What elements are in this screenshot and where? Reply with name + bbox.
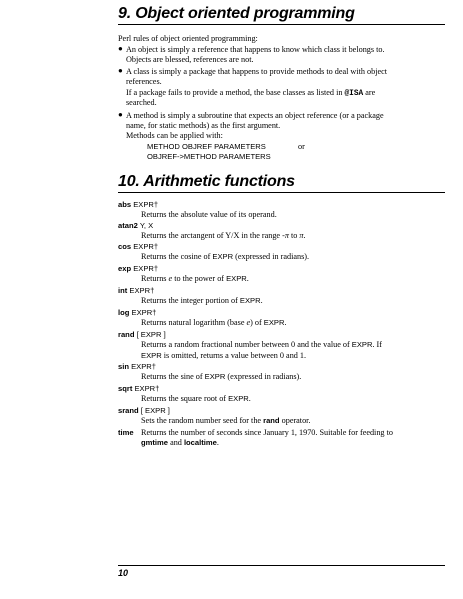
atan2-signature: atan2 Y, X [118,221,154,230]
rule-2-line-2: references. [126,77,162,86]
atan2-description: Returns the arctangent of Y/X in the range -π to π. [141,231,306,240]
srand-description: Sets the random number seed for the rand operator. [141,416,311,425]
section-10-rule [118,192,445,193]
cos-signature: cos EXPR† [118,242,159,251]
bullet-icon: ● [118,44,123,53]
rand-description-line-1: Returns a random fractional number between 0 and the value of EXPR. If [141,340,382,349]
abs-description: Returns the absolute value of its operand. [141,210,277,219]
time-description-line-1: Returns the number of seconds since January 1, 1970. Suitable for feeding to [141,428,393,437]
rule-2-line-3: If a package fails to provide a method, the base classes as listed in @ISA are [126,88,376,98]
rule-3-line-1: A method is simply a subroutine that expects an object reference (or a package [126,111,384,120]
method-syntax-2: OBJREF->METHOD PARAMETERS [147,152,271,161]
int-description: Returns the integer portion of EXPR. [141,296,263,305]
section-10-heading: 10. Arithmetic functions [118,173,295,190]
rand-description-line-2: EXPR is omitted, returns a value between 0 and 1. [141,351,307,360]
exp-signature: exp EXPR† [118,264,159,273]
rule-2-line-1: A class is simply a package that happens to provide methods to deal with object [126,67,388,76]
log-signature: log EXPR† [118,308,157,317]
rule-2-line-4: searched. [126,98,157,107]
time-description-line-2: gmtime and localtime. [141,438,219,447]
bullet-icon: ● [118,66,123,75]
rand-signature: rand [ EXPR ] [118,330,166,339]
bullet-icon: ● [118,110,123,119]
exp-description: Returns e to the power of EXPR. [141,274,249,283]
sqrt-description: Returns the square root of EXPR. [141,394,251,403]
sin-description: Returns the sine of EXPR (expressed in radians). [141,372,302,381]
sqrt-signature: sqrt EXPR† [118,384,160,393]
or-label: or [298,142,305,151]
page-number: 10 [118,568,129,578]
rule-1-line-2: Objects are blessed, references are not. [126,55,254,64]
section-9-heading: 9. Object oriented programming [118,5,355,22]
cos-description: Returns the cosine of EXPR (expressed in radians). [141,252,310,261]
rule-1-line-1: An object is simply a reference that happens to know which class it belongs to. [126,45,385,54]
section-9-rule [118,24,445,25]
sin-signature: sin EXPR† [118,362,156,371]
section-9-intro: Perl rules of object oriented programming: [118,34,258,43]
abs-signature: abs EXPR† [118,200,159,209]
srand-signature: srand [ EXPR ] [118,406,170,415]
rule-3-line-3: Methods can be applied with: [126,131,223,140]
footer-rule [118,565,445,566]
method-syntax-1: METHOD OBJREF PARAMETERS [147,142,266,151]
log-description: Returns natural logarithm (base e) of EXPR. [141,318,287,327]
int-signature: int EXPR† [118,286,155,295]
time-signature: time [118,428,134,437]
rule-3-line-2: name, for static methods) as the first argument. [126,121,281,130]
